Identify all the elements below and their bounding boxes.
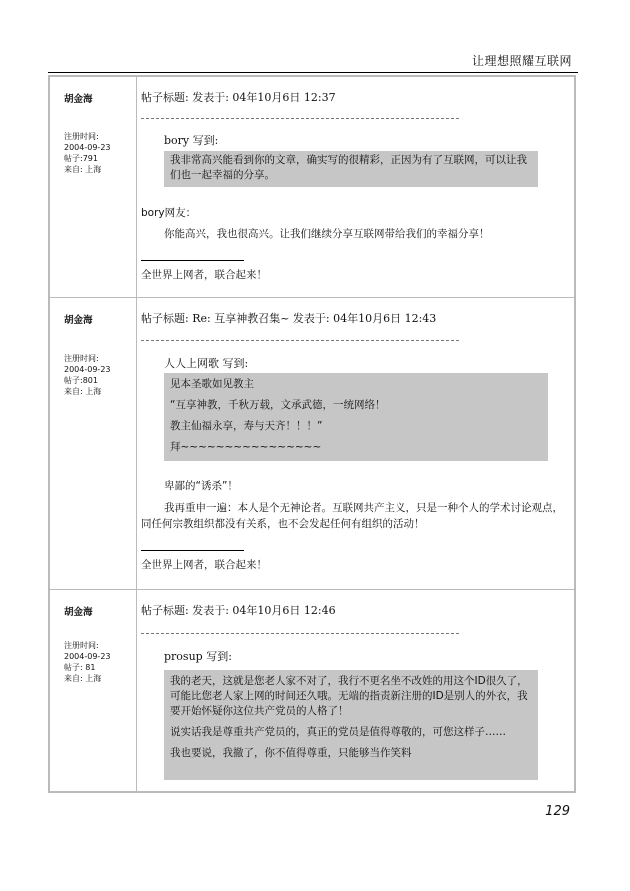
body-line: 我再重申一遍：本人是个无神论者。互联网共产主义，只是一种个人的学术讨论观点，同任何宗教组织都没有关系，也不会发起任何有组织的活动！ — [141, 502, 563, 530]
quote-box — [164, 373, 548, 461]
quote-line: 我非常高兴能看到你的文章，确实写的很精彩，正因为有了互联网，可以让我们也一起幸福的分享。 — [170, 154, 527, 181]
quote-line: 教主仙福永享，寿与天齐！！！” — [170, 420, 323, 432]
author-meta — [64, 353, 111, 397]
subject-divider — [141, 118, 459, 119]
post-subject: 帖子标题: 发表于: 04年10月6日 12:37 — [141, 91, 336, 104]
quote-line: 说实话我是尊重共产党员的，真正的党员是值得尊敬的，可您这样子…… — [170, 726, 506, 738]
author-panel — [50, 298, 137, 589]
post-count: 帖子:791 — [64, 154, 98, 163]
post-subject: 帖子标题: 发表于: 04年10月6日 12:46 — [141, 604, 336, 617]
signature: 全世界上网者，联合起来！ — [141, 269, 267, 281]
post-content — [138, 298, 568, 589]
register-label: 注册时间: — [64, 132, 99, 141]
quote-line: 我也要说，我撤了，你不值得尊重，只能够当作笑料 — [170, 747, 412, 759]
location: 来自: 上海 — [64, 674, 102, 683]
register-date: 2004-09-23 — [64, 143, 111, 152]
quote-line: 拜~~~~~~~~~~~~~~~~ — [170, 441, 322, 453]
quote-author: 人人上网歌 写到: — [164, 357, 249, 370]
location: 来自: 上海 — [64, 387, 102, 396]
post-count: 帖子:801 — [64, 376, 98, 385]
post-content — [138, 590, 568, 793]
register-label: 注册时间: — [64, 354, 99, 363]
post — [50, 77, 574, 298]
subject-divider — [141, 340, 459, 341]
signature: 全世界上网者，联合起来！ — [141, 559, 267, 571]
register-label: 注册时间: — [64, 641, 99, 650]
post-count: 帖子: 81 — [64, 663, 96, 672]
post — [50, 298, 574, 590]
quote-line: “互享神教，千秋万载，文承武德，一统网络！ — [170, 399, 386, 411]
subject-divider — [141, 633, 459, 634]
author-name[interactable]: 胡金海 — [64, 315, 93, 326]
forum-thread — [48, 75, 576, 793]
page-number: 129 — [545, 804, 570, 819]
location: 来自: 上海 — [64, 165, 102, 174]
signature-rule — [141, 550, 244, 551]
author-meta — [64, 131, 111, 175]
body-line: 卑鄙的“诱杀”！ — [164, 480, 238, 492]
author-meta — [64, 640, 111, 684]
quote-box — [164, 151, 538, 187]
signature-rule — [141, 260, 244, 261]
quote-line: 见本圣歌如见教主 — [170, 378, 254, 390]
quote-author: prosup 写到: — [164, 650, 232, 663]
post-content — [138, 77, 568, 297]
quote-author: bory 写到: — [164, 134, 219, 147]
register-date: 2004-09-23 — [64, 365, 111, 374]
register-date: 2004-09-23 — [64, 652, 111, 661]
header-rule — [48, 72, 578, 73]
running-header: 让理想照耀互联网 — [471, 54, 572, 68]
author-panel — [50, 590, 137, 793]
post — [50, 590, 574, 793]
quote-line: 我的老天，这就是您老人家不对了，我行不更名坐不改姓的用这个ID很久了，可能比您老人家上网的时间还久哦。无端的指责新注册的ID是别人的外衣，我要开始怀疑你这位共产党员的人格了！ — [170, 675, 528, 717]
author-name[interactable]: 胡金海 — [64, 607, 93, 618]
body-line: 你能高兴，我也很高兴。让我们继续分享互联网带给我们的幸福分享！ — [164, 228, 490, 240]
quote-box — [164, 670, 538, 780]
body-line: bory网友： — [141, 207, 197, 219]
post-subject: 帖子标题: Re: 互享神教召集~ 发表于: 04年10月6日 12:43 — [141, 312, 437, 325]
author-panel — [50, 77, 137, 297]
author-name[interactable]: 胡金海 — [64, 94, 93, 105]
